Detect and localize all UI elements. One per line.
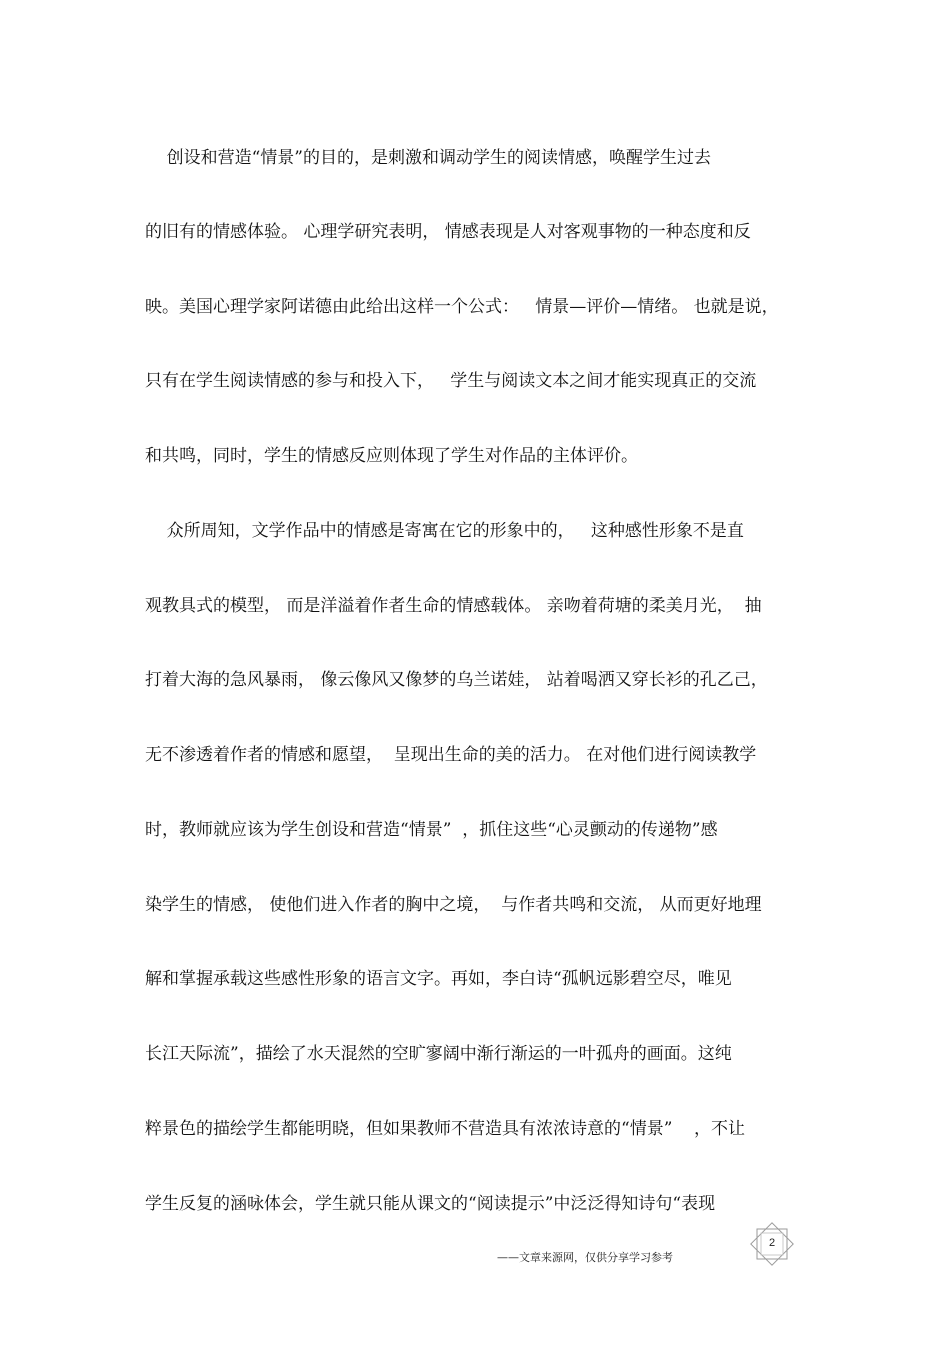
text-line: 观教具式的模型， 而是洋溢着作者生命的情感载体。 亲吻着荷塘的柔美月光， 抽	[145, 596, 762, 616]
text-line: 解和掌握承载这些感性形象的语言文字。再如，李白诗“孤帆远影碧空尽，唯见	[145, 969, 732, 989]
text-line: 的旧有的情感体验。 心理学研究表明， 情感表现是人对客观事物的一种态度和反	[145, 222, 751, 242]
footer-source-note: ——文章来源网，仅供分享学习参考	[497, 1251, 673, 1264]
page-number: 2	[768, 1237, 776, 1249]
text-line: 只有在学生阅读情感的参与和投入下， 学生与阅读文本之间才能实现真正的交流	[145, 371, 757, 391]
text-line: 学生反复的涵咏体会，学生就只能从课文的“阅读提示”中泛泛得知诗句“表现	[145, 1194, 716, 1214]
text-line: 映。美国心理学家阿诺德由此给出这样一个公式： 情景—评价—情绪。 也就是说，	[145, 297, 779, 317]
text-line: 染学生的情感， 使他们进入作者的胸中之境， 与作者共鸣和交流， 从而更好地理	[145, 895, 762, 915]
page-number-badge	[748, 1222, 796, 1266]
text-line: 无不渗透着作者的情感和愿望， 呈现出生命的美的活力。 在对他们进行阅读教学	[145, 745, 757, 765]
text-line: 长江天际流”，描绘了水天混然的空旷寥阔中渐行渐运的一叶孤舟的画面。这纯	[145, 1044, 732, 1064]
text-line: 和共鸣，同时，学生的情感反应则体现了学生对作品的主体评价。	[145, 446, 638, 466]
text-line: 粹景色的描绘学生都能明晓，但如果教师不营造具有浓浓诗意的“情景” ，不让	[145, 1119, 745, 1139]
text-line: 时，教师就应该为学生创设和营造“情景” ，抓住这些“心灵颤动的传递物”感	[145, 820, 718, 840]
text-line: 创设和营造“情景”的目的，是刺激和调动学生的阅读情感，唤醒学生过去	[145, 148, 711, 168]
text-line: 打着大海的急风暴雨， 像云像风又像梦的乌兰诺娃， 站着喝洒又穿长衫的孔乙己，	[145, 670, 768, 690]
text-line: 众所周知，文学作品中的情感是寄寓在它的形象中的， 这种感性形象不是直	[145, 521, 744, 541]
